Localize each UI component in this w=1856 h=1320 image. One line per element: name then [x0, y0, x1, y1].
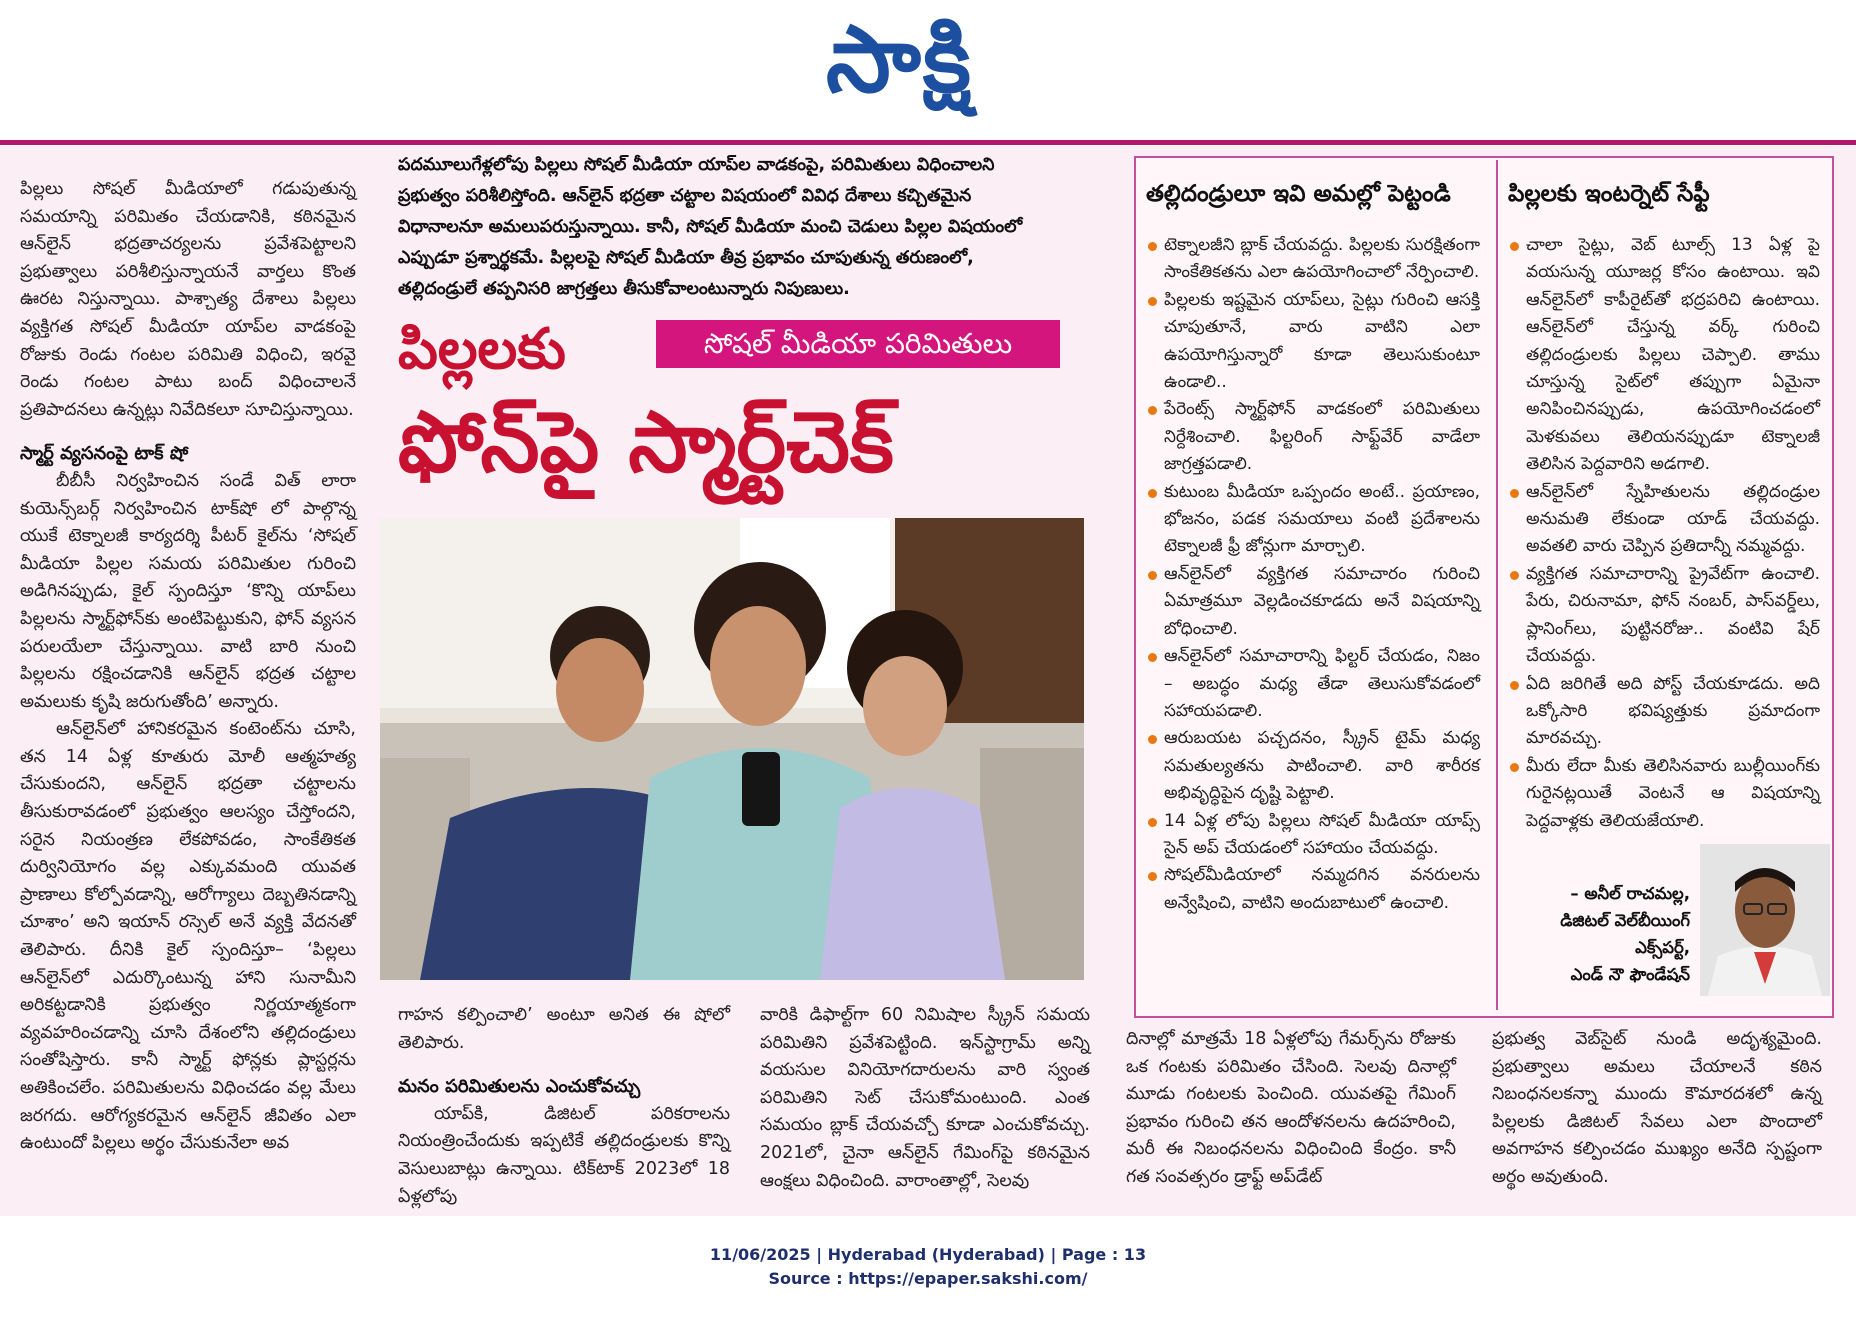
- headline-kicker: పిల్లలకు: [398, 317, 566, 382]
- family-phone-photo: [380, 518, 1084, 980]
- col2-para-2: యాప్‌కి, డిజిటల్ పరికరాలను నియంత్రించేందుకు ఇప్పటికే తల్లిదండ్రులకు కొన్ని వెసులుబాట్లు ఉన్నాయి. టిక్‌టాక్ 2023లో 18 ఏళ్లలోపు: [398, 1103, 730, 1207]
- author-name: – అనీల్ రాచమల్ల,: [1570, 884, 1690, 903]
- col2-para: గాహన కల్పించాలి’ అంటూ అనిత ఈ షోలో తెలిపారు.: [398, 1005, 730, 1053]
- left-para-3: ఆన్‌లైన్‌లో హానికరమైన కంటెంట్‌ను చూసి, తన 14 ఏళ్ల కూతురు మోలీ ఆత్మహత్య చేసుకుందని, ఆన్‌లైన్ భద్రతా చట్టాలను తీసుకురావడంలో ప్రభుత్వం ఆలస్యం చేస్తోందని, సరైన నియంత్రణ లేకపోవడం, సాంకేతికత దుర్వినియోగం వల్ల ఎక్కువమంది యువత ప్రాణాలు కోల్పోవడాన్ని, ఆరోగ్యాలు దెబ్బతినడాన్ని చూశాం’ అని ఇయాన్ రస్సెల్ అనే వ్యక్తి వేదనతో తెలిపారు. దీనికి కైల్ స్పందిస్తూ– ‘పిల్లలు ఆన్‌లైన్‌లో ఎదుర్కొంటున్న హాని సునామీని అరికట్టడానికి ప్రభుత్వం నిర్ణయాత్మకంగా వ్యవహరించడాన్ని చూసి దేశంలోని తల్లిదండ్రులు సంతోషిస్తారు. కానీ స్మార్ట్ ఫోన్లకు ప్లాస్టర్లను అతికించలేం. పరిమితులను విధించడం వల్ల మేలు జరగదు. ఆరోగ్యకరమైన ఆన్‌లైన్ జీవితం ఎలా ఉంటుందో పిల్లలు అర్థం చేసుకునేలా అవ: [20, 719, 356, 1154]
- parents-tips-list: [1146, 232, 1480, 917]
- list-item: ఆరుబయట పచ్చదనం, స్క్రీన్ టైమ్ మధ్య సమతుల్యతను పాటించాలి. వారి శారీరక అభివృద్ధిపైన దృష్టి పెట్టాలి.: [1146, 725, 1480, 807]
- headline-main: ఫోన్‌పై స్మార్ట్‌చెక్: [398, 393, 894, 491]
- col5-bottom: ప్రభుత్వ వెబ్‌సైట్ నుండి అదృశ్యమైంది. ప్రభుత్వాలు అమలు చేయాలనే కఠిన నిబంధనలకన్నా ముందు కౌమారదశలో ఉన్న పిల్లలకు డిజిటల్ సేవలు ఎలా పొందాలో అవగాహన కల్పించడం ముఖ్యం అనేది స్పష్టంగా అర్థం అవుతుంది.: [1492, 1029, 1822, 1187]
- list-item: సోషల్‌మీడియాలో నమ్మదగిన వనరులను అన్వేషించి, వాటిని అందుబాటులో ఉంచాలి.: [1146, 862, 1480, 917]
- footer-edition-info: 11/06/2025 | Hyderabad (Hyderabad) | Page : 13: [709, 1245, 1147, 1264]
- top-divider: [0, 140, 1856, 145]
- tips-box-divider: [1496, 160, 1498, 1010]
- author-photo: [1700, 844, 1830, 996]
- author-credit: [1504, 880, 1690, 988]
- left-para-1: పిల్లలు సోషల్ మీడియాలో గడుపుతున్న సమయాన్ని పరిమితం చేయడానికి, కఠినమైన ఆన్‌లైన్ భద్రతాచర్యలను ప్రవేశపెట్టాలని ప్రభుత్వాలు పరిశీలిస్తున్నాయనే వార్తలు కొంత ఊరట నిస్తున్నాయి. పాశ్చాత్య దేశాలు పిల్లలు వ్యక్తిగత సోషల్ మీడియా యాప్‌ల వాడకంపై రోజుకు రెండు గంటల పరిమితి విధించి, ఇరవై రెండు గంటల పాటు బంద్ విధించాలనే ప్రతిపాదనలు ఉన్నట్లు నివేదికలూ సూచిస్తున్నాయి.: [20, 179, 356, 420]
- list-item: ఆన్‌లైన్‌లో సమాచారాన్ని ఫిల్టర్ చేయడం, నిజం – అబద్ధం మధ్య తేడా తెలుసుకోవడంలో సహాయపడాలి.: [1146, 643, 1480, 725]
- left-para-2: బీబీసీ నిర్వహించిన సండే విత్ లారా కుయెన్స్‌బర్గ్ నిర్వహించిన టాక్‌షో లో పాల్గొన్న యుకే టెక్నాలజీ కార్యదర్శి పీటర్ కైల్‌ను ‘సోషల్ మీడియా పిల్లల సమయ పరిమితుల గురించి అడిగినప్పుడు, కైల్ స్పందిస్తూ ‘కొన్ని యాప్‌లు పిల్లలను స్మార్ట్‌ఫోన్‌కు అంటిపెట్టుకుని, ఫోన్ వ్యసన పరులయేలా చేస్తున్నాయి. వాటి బారి నుంచి పిల్లలను రక్షించడానికి ఆన్‌లైన్ భద్రత చట్టాల అమలుకు కృషి జరుగుతోంది’ అన్నారు.: [20, 470, 356, 712]
- list-item: కుటుంబ మీడియా ఒప్పందం అంటే.. ప్రయాణం, భోజనం, పడక సమయాలు వంటి ప్రదేశాలను టెక్నాలజీ ఫ్రీ జోన్లుగా మార్చాలి.: [1146, 479, 1480, 561]
- parents-box-heading: తల్లిదండ్రులూ ఇవి అమల్లో పెట్టండి: [1146, 181, 1451, 207]
- list-item: చాలా సైట్లు, వెబ్ టూల్స్ 13 ఏళ్ల పై వయసున్న యూజర్ల కోసం ఉంటాయి. ఇవి ఆన్‌లైన్‌లో కాపీరైట్‌తో భద్రపరిచి ఉంటాయి. ఆన్‌లైన్‌లో చేస్తున్న వర్క్ గురించి తల్లిదండ్రులకు పిల్లలు చెప్పాలి. తాము చూస్తున్న సైట్‌లో తప్పుగా ఏమైనా అనిపించినప్పుడు, ఉపయోగించడంలో మెళకువలు తెలియనప్పుడూ టెక్నాలజీ తెలిసిన పెద్దవారిని అడగాలి.: [1508, 232, 1820, 479]
- headline-tag: సోషల్ మీడియా పరిమితులు: [656, 320, 1060, 368]
- list-item: మీరు లేదా మీకు తెలిసినవారు బుల్లీయింగ్‌కు గురైనట్లయితే వెంటనే ఆ విషయాన్ని పెద్దవాళ్లకు తెలియజేయాలి.: [1508, 753, 1820, 835]
- col4-bottom: దినాల్లో మాత్రమే 18 ఏళ్లలోపు గేమర్స్‌ను రోజుకు ఒక గంటకు పరిమితం చేసింది. సెలవు దినాల్లో మూడు గంటలకు పెంచింది. యువతపై గేమింగ్ ప్రభావం గురించి తన ఆందోళనలను ఉదహరించి, మరీ ఈ నిబంధనలను విధించింది కేంద్రం. కానీ గత సంవత్సరం డ్రాఫ్ట్ అప్‌డేట్: [1126, 1029, 1456, 1187]
- list-item: పేరెంట్స్ స్మార్ట్‌ఫోన్ వాడకంలో పరిమితులు నిర్దేశించాలి. ఫిల్టరింగ్ సాఫ్ట్‌వేర్ వాడేలా జాగ్రత్తపడాలి.: [1146, 396, 1480, 478]
- masthead: [0, 0, 1856, 140]
- intro-deck: పదమూలుగేళ్లలోపు పిల్లలు సోషల్ మీడియా యాప్‌ల వాడకంపై, పరిమితులు విధించాలని ప్రభుత్వం పరిశీలిస్తోంది. ఆన్‌లైన్ భద్రతా చట్టాల విషయంలో వివిధ దేశాలు కచ్చితమైన విధానాలనూ అమలుపరుస్తున్నాయి. కానీ, సోషల్ మీడియా మంచి చెడులు పిల్లల విషయంలో ఎప్పుడూ ప్రశ్నార్థకమే. పిల్లలపై సోషల్ మీడియా తీవ్ర ప్రభావం చూపుతున్న తరుణంలో, తల్లిదండ్రులే తప్పనిసరి జాగ్రత్తలు తీసుకోవాలంటున్నారు నిపుణులు.: [398, 155, 1023, 299]
- kids-tips-list: [1508, 232, 1820, 835]
- sakshi-logo[interactable]: సాక్షి: [826, 6, 973, 113]
- list-item: ఏది జరిగితే అది పోస్ట్ చేయకూడదు. అది ఒక్కోసారి భవిష్యత్తుకు ప్రమాదంగా మారవచ్చు.: [1508, 671, 1820, 753]
- author-org: ఎండ్ నౌ ఫౌండేషన్: [1570, 965, 1690, 984]
- subheading-limits: మనం పరిమితులను ఎంచుకోవచ్చు: [398, 1076, 641, 1098]
- list-item: పిల్లలకు ఇష్టమైన యాప్‌లు, సైట్లు గురించి ఆసక్తి చూపుతూనే, వారు వాటిని ఎలా ఉపయోగిస్తున్నారో కూడా తెలుసుకుంటూ ఉండాలి..: [1146, 287, 1480, 397]
- subheading-talk-show: స్మార్ట్ వ్యసనంపై టాక్ షో: [20, 443, 189, 465]
- kids-box-heading: పిల్లలకు ఇంటర్నెట్ సేఫ్టీ: [1508, 181, 1710, 207]
- list-item: వ్యక్తిగత సమాచారాన్ని ప్రైవేట్‌గా ఉంచాలి. పేరు, చిరునామా, ఫోన్ నంబర్, పాస్‌వర్డ్‌లు, ప్లానింగ్‌లు, పుట్టినరోజు.. వంటివి షేర్ చేయవద్దు.: [1508, 561, 1820, 671]
- col3-bottom: వారికి డిఫాల్ట్‌గా 60 నిమిషాల స్క్రీన్ సమయ పరిమితిని ప్రవేశపెట్టింది. ఇన్‌స్టాగ్రామ్ అన్ని వయసుల వినియోగదారులను వారి స్వంత పరిమితిని సెట్ చేసుకోమంటుంది. ఎంత సమయం బ్లాక్ చేయవచ్చో కూడా ఎంచుకోవచ్చు. 2021లో, చైనా ఆన్‌లైన్ గేమింగ్‌పై కఠినమైన ఆంక్షలు విధించింది. వారాంతాల్లో, సెలవు: [760, 1005, 1090, 1191]
- col2-bottom: [398, 1002, 730, 1211]
- list-item: ఆన్‌లైన్‌లో వ్యక్తిగత సమాచారం గురించి ఏమాత్రమూ వెల్లడించకూడదు అనే విషయాన్ని బోధించాలి.: [1146, 561, 1480, 643]
- left-column: [20, 176, 356, 1158]
- list-item: ఆన్‌లైన్‌లో స్నేహితులను తల్లిదండ్రుల అనుమతి లేకుండా యాడ్ చేయవద్దు. అవతలి వారు చెప్పిన ప్రతిదాన్నీ నమ్మవద్దు.: [1508, 479, 1820, 561]
- author-role-1: డిజిటల్ వెల్‌బీయింగ్: [1560, 911, 1690, 930]
- author-role-2: ఎక్స్‌పర్ట్,: [1635, 938, 1690, 957]
- footer-source-link[interactable]: Source : https://epaper.sakshi.com/: [768, 1269, 1088, 1288]
- list-item: టెక్నాలజీని బ్లాక్ చేయవద్దు. పిల్లలకు సురక్షితంగా సాంకేతికతను ఎలా ఉపయోగించాలో నేర్పించాలి.: [1146, 232, 1480, 287]
- list-item: 14 ఏళ్ల లోపు పిల్లలు సోషల్ మీడియా యాప్స్ సైన్ అప్ చేయడంలో సహాయం చేయవద్దు.: [1146, 808, 1480, 863]
